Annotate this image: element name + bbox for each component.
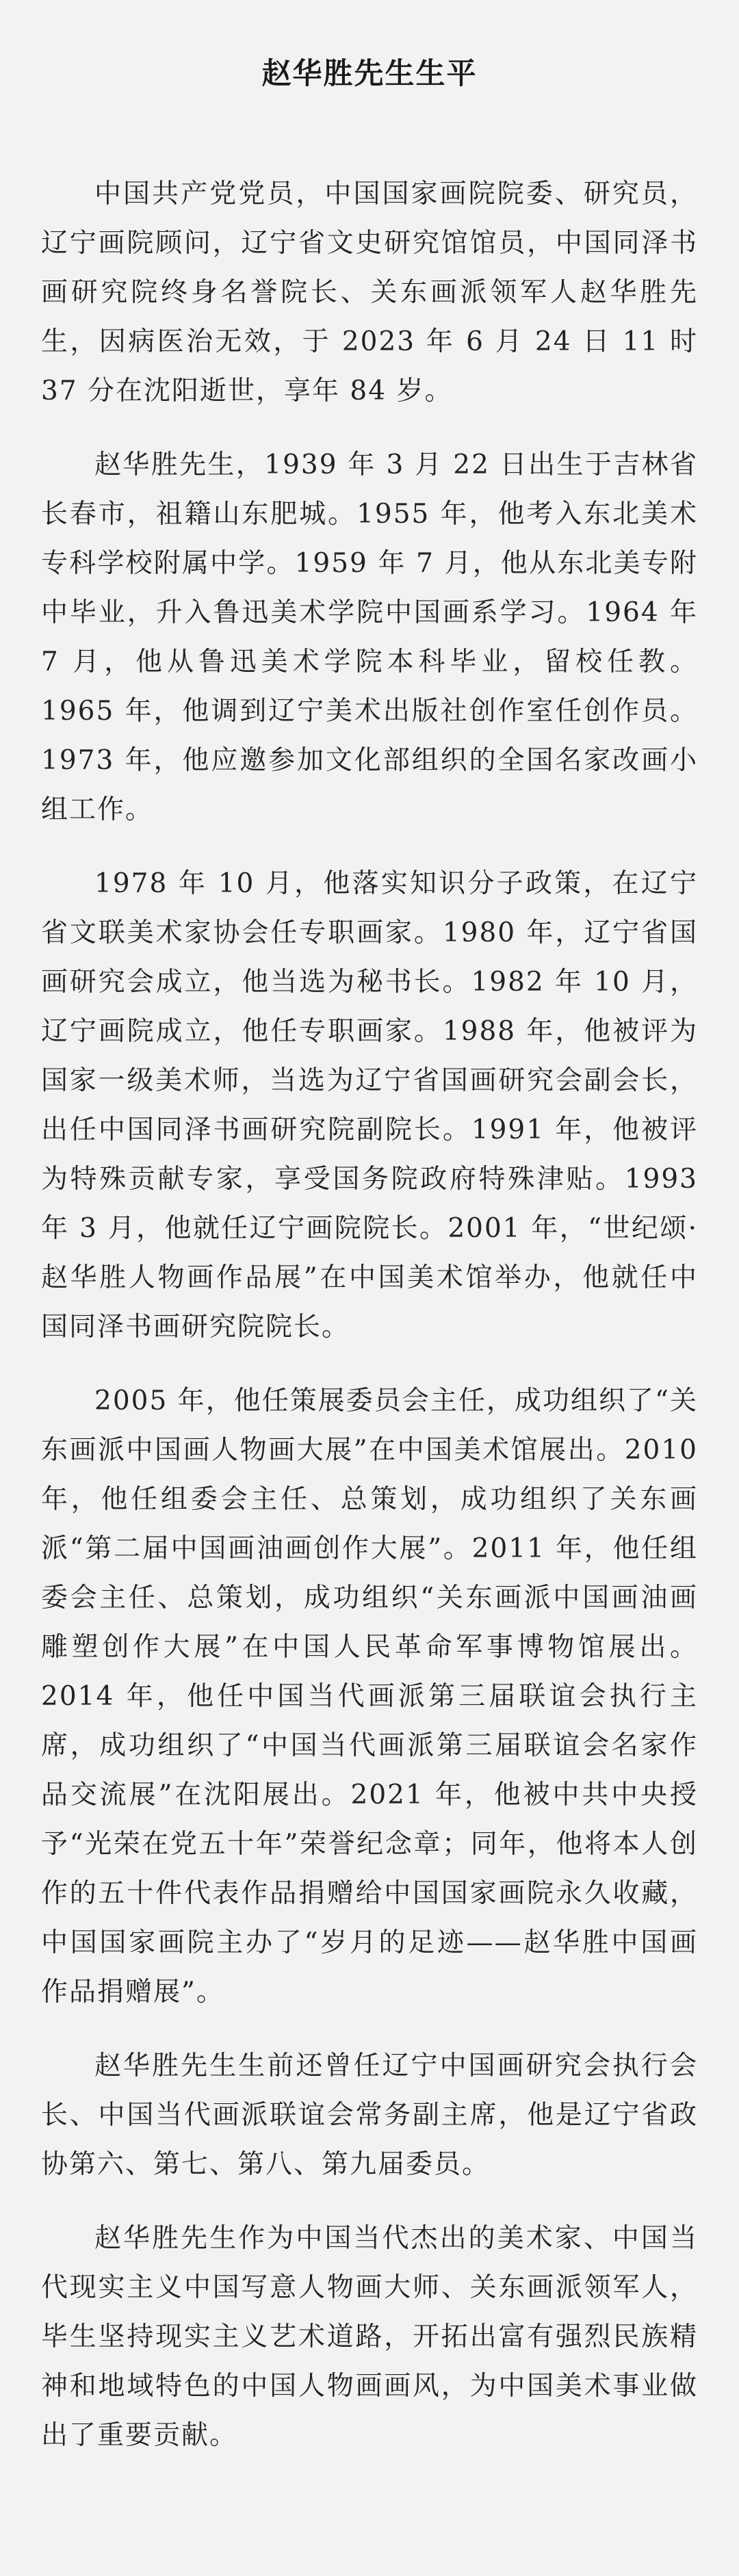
paragraph-positions: 赵华胜先生生前还曾任辽宁中国画研究会执行会长、中国当代画派联谊会常务副主席，他是辽宁省政协第六、第七、第八、第九届委员。 <box>41 2051 698 2180</box>
paragraph-career: 1978 年 10 月，他落实知识分子政策，在辽宁省文联美术家协会任专职画家。1980 年，辽宁省国画研究会成立，他当选为秘书长。1982 年 10 月，辽宁画院成立，他任专职画家。1988 年，他被评为国家一级美术师，当选为辽宁省国画研究会副会长，出任中国同泽书画研究院副院长。1991 年，他被评为特殊贡献专家，享受国务院政府特殊津贴。1993 年 3 月，他就任辽宁画院院长。2001 年，“世纪颂·赵华胜人物画作品展”在中国美术馆举办，他就任中国同泽书画研究院院长。 <box>41 868 698 1342</box>
paragraph-legacy: 赵华胜先生作为中国当代杰出的美术家、中国当代现实主义中国写意人物画大师、关东画派领军人，毕生坚持现实主义艺术道路，开拓出富有强烈民族精神和地域特色的中国人物画画风，为中国美术事业做出了重要贡献。 <box>41 2223 698 2451</box>
page-title: 赵华胜先生生平 <box>261 57 478 91</box>
paragraph-intro: 中国共产党党员，中国国家画院院委、研究员，辽宁画院顾问，辽宁省文史研究馆馆员，中国同泽书画研究院终身名誉院长、关东画派领军人赵华胜先生，因病医治无效，于 2023 年 6 月 24 日 11 时 37 分在沈阳逝世，享年 84 岁。 <box>41 179 698 406</box>
paragraph-exhibitions: 2005 年，他任策展委员会主任，成功组织了“关东画派中国画人物画大展”在中国美术馆展出。2010 年，他任组委会主任、总策划，成功组织了关东画派“第二届中国画油画创作大展”。2011 年，他任组委会主任、总策划，成功组织“关东画派中国画油画雕塑创作大展”在中国人民革命军事博物馆展出。2014 年，他任中国当代画派第三届联谊会执行主席，成功组织了“中国当代画派第三届联谊会名家作品交流展”在沈阳展出。2021 年，他被中共中央授予“光荣在党五十年”荣誉纪念章；同年，他将本人创作的五十件代表作品捐赠给中国国家画院永久收藏，中国国家画院主办了“岁月的足迹——赵华胜中国画作品捐赠展”。 <box>41 1385 698 2007</box>
paragraph-early-life: 赵华胜先生，1939 年 3 月 22 日出生于吉林省长春市，祖籍山东肥城。1955 年，他考入东北美术专科学校附属中学。1959 年 7 月，他从东北美专附中毕业，升入鲁迅美术学院中国画系学习。1964 年 7 月，他从鲁迅美术学院本科毕业，留校任教。1965 年，他调到辽宁美术出版社创作室任创作员。1973 年，他应邀参加文化部组织的全国名家改画小组工作。 <box>41 450 698 825</box>
